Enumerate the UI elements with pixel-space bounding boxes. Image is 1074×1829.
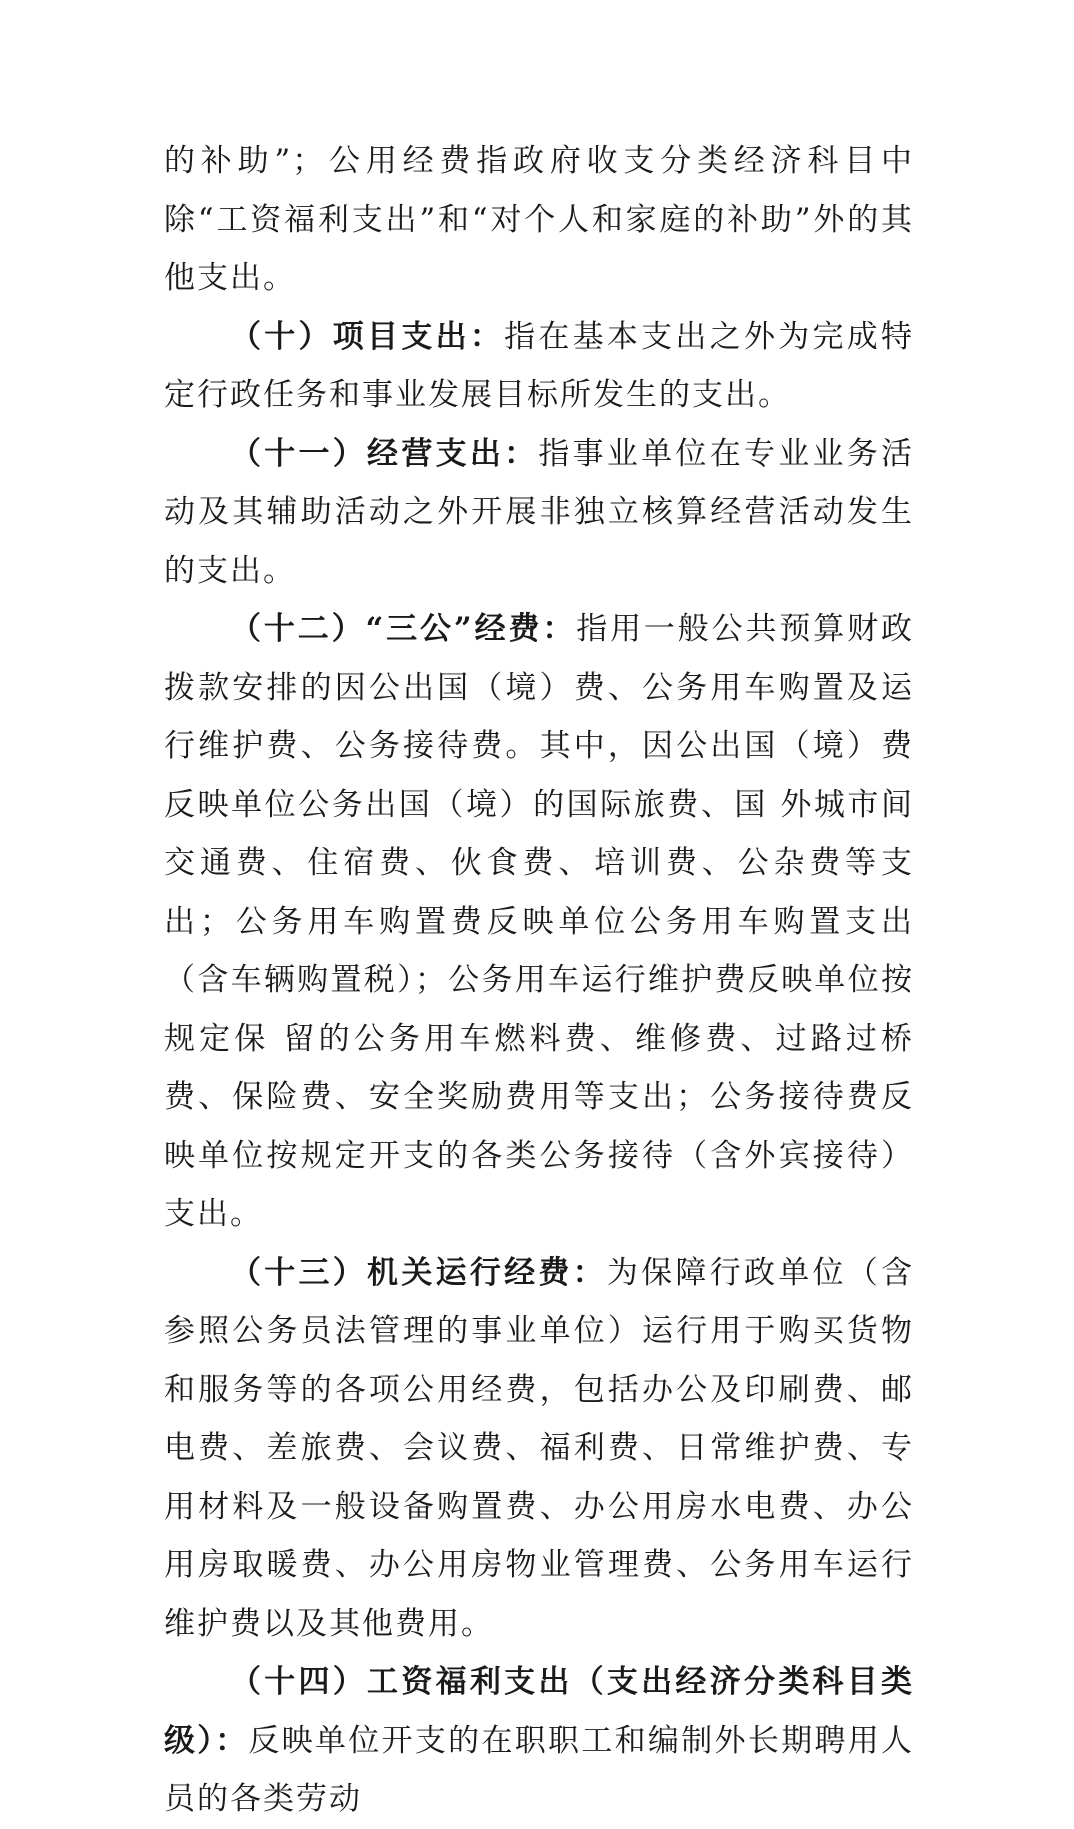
paragraph-item-14 [164,1653,914,1829]
paragraph-text: 的补助”；公用经费指政府收支分类经济科目中除“工资福利支出”和“对个人和家庭的补助”外的其他支出。 [164,143,914,296]
paragraph-heading: （十一）经营支出： [230,435,539,472]
paragraph-item-13 [164,1244,914,1654]
paragraph-heading: （十）项目支出： [230,318,505,355]
paragraph-text: 指在基本支出之外为完成特定行政任务和事业发展目标所发生的支出。 [164,318,915,413]
paragraph-heading: （十二）“三公”经费： [230,611,577,647]
paragraph-text: 反映单位开支的在职职工和编制外长期聘用人员的各类劳动 [164,1722,915,1817]
paragraph-heading: （十三）机关运行经费： [230,1254,607,1291]
paragraph-item-10 [164,308,914,425]
paragraph-text: 指事业单位在专业业务活动及其辅助活动之外开展非独立核算经营活动发生的支出。 [164,435,915,589]
paragraph-heading: （十四）工资福利支出（支出经济分类科目类级）： [164,1664,914,1759]
paragraph-item-12 [164,600,914,1244]
paragraph-text: 指用一般公共预算财政拨款安排的因公出国（境）费、公务用车购置及运行维护费、公务接待费。其中，因公出国（境）费反映单位公务出国（境）的国际旅费、国 外城市间交通费、住宿费、伙食费、培训费、公杂费等支出；公务用车购置费反映单位公务用车购置支出（含车辆购置税）；公务用车运行维护费反映单位按规定保 留的公务用车燃料费、维修费、过路过桥费、保险费、安全奖励费用等支出；公务接待费反映单位按规定开支的各类公务接待（含外宾接待）支出。 [164,611,914,1232]
paragraph-text: 为保障行政单位（含参照公务员法管理的事业单位）运行用于购买货物和服务等的各项公用经费，包括办公及印刷费、邮电费、差旅费、会议费、福利费、日常维护费、专用材料及一般设备购置费、办公用房水电费、办公用房取暖费、办公用房物业管理费、公务用车运行维护费以及其他费用。 [164,1254,915,1642]
document-body [164,132,914,1829]
paragraph-item-11 [164,425,914,601]
paragraph-continuation [164,132,914,308]
